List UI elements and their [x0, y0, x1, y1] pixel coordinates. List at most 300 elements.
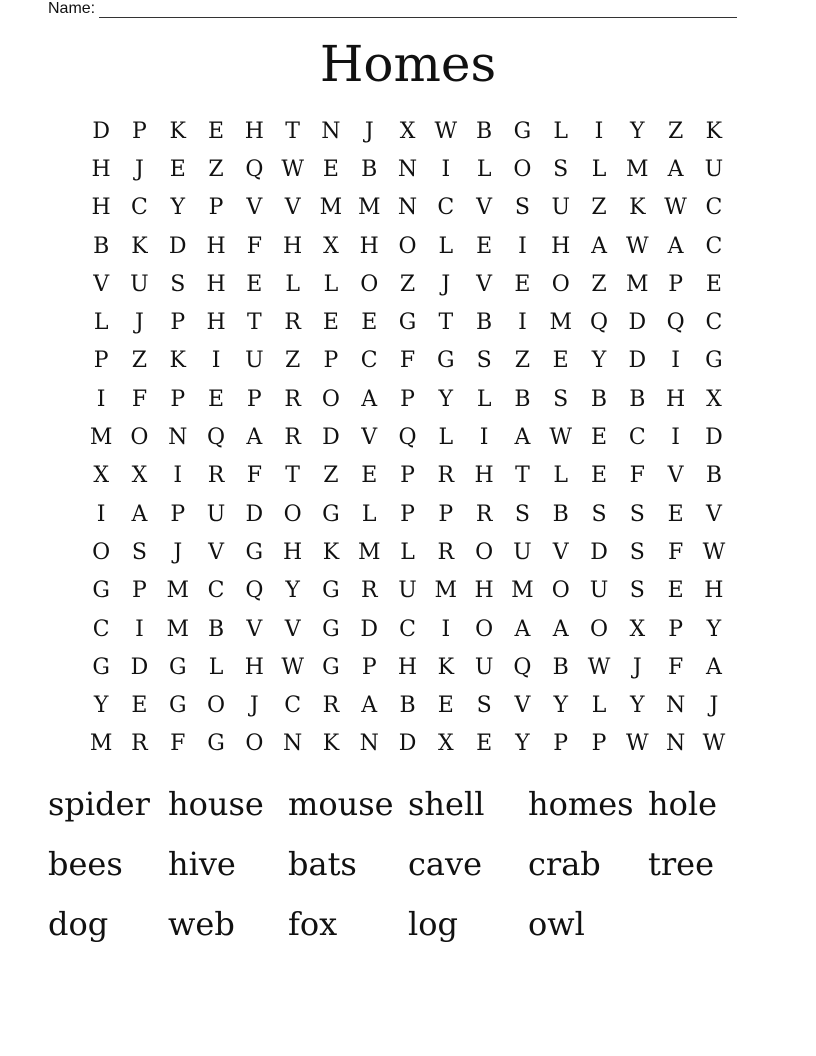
grid-letter: G — [207, 731, 225, 757]
word-bank — [48, 774, 768, 954]
grid-letter: P — [170, 310, 186, 336]
grid-letter: W — [587, 654, 611, 680]
grid-letter: V — [476, 271, 493, 297]
grid-letter: F — [667, 654, 684, 680]
grid-letter: B — [476, 310, 493, 336]
grid-letter: O — [589, 616, 609, 642]
grid-letter: A — [552, 616, 569, 642]
grid-letter: D — [398, 731, 417, 757]
grid-letter: O — [207, 693, 226, 719]
grid-letter: A — [705, 654, 722, 680]
grid-letter: C — [705, 195, 723, 221]
grid-letter: B — [399, 693, 416, 719]
grid-letter: E — [208, 386, 225, 412]
grid-letter: J — [709, 693, 719, 719]
grid-letter: K — [169, 348, 186, 374]
grid-letter: N — [665, 731, 686, 757]
word-bank-item: shell — [408, 785, 485, 823]
grid-letter: E — [169, 156, 186, 182]
grid-letter: R — [360, 578, 378, 604]
grid-letter: D — [245, 501, 264, 527]
grid-letter: Q — [666, 310, 685, 336]
grid-letter: P — [400, 386, 415, 412]
grid-letter: I — [518, 310, 527, 336]
grid-letter: P — [93, 348, 109, 374]
grid-letter: L — [591, 693, 607, 719]
grid-letter: E — [514, 271, 531, 297]
grid-letter: C — [705, 233, 723, 259]
grid-letter: G — [322, 501, 340, 527]
grid-letter: A — [246, 425, 263, 451]
word-bank-item: mouse — [288, 785, 394, 823]
grid-letter: S — [553, 156, 569, 182]
grid-letter: B — [705, 463, 722, 489]
grid-letter: A — [514, 425, 531, 451]
grid-letter: I — [211, 348, 221, 374]
grid-letter: X — [323, 233, 339, 259]
grid-letter: B — [552, 654, 569, 680]
grid-letter: G — [92, 654, 110, 680]
grid-letter: M — [166, 616, 189, 642]
word-bank-item: log — [408, 905, 458, 943]
grid-letter: D — [130, 654, 149, 680]
grid-letter: N — [283, 731, 303, 757]
grid-letter: Y — [553, 693, 568, 719]
grid-letter: Z — [514, 348, 531, 374]
grid-letter: M — [166, 578, 189, 604]
grid-letter: V — [667, 463, 684, 489]
grid-letter: E — [322, 156, 339, 182]
grid-letter: S — [629, 578, 645, 604]
grid-letter: G — [322, 654, 340, 680]
grid-letter: R — [437, 539, 455, 565]
grid-letter: A — [667, 233, 684, 259]
grid-letter: K — [322, 731, 340, 757]
grid-letter: P — [400, 501, 415, 527]
grid-letter: D — [168, 233, 187, 259]
grid-letter: O — [551, 578, 570, 604]
grid-letter: B — [361, 156, 378, 182]
grid-letter: U — [206, 501, 226, 527]
grid-letter: J — [364, 118, 374, 144]
grid-letter: E — [590, 463, 608, 489]
grid-letter: P — [668, 616, 683, 642]
grid-letter: L — [361, 501, 377, 527]
grid-letter: L — [476, 386, 492, 412]
grid-letter: I — [135, 616, 144, 642]
grid-letter: M — [626, 271, 649, 297]
grid-letter: Q — [513, 654, 532, 680]
grid-letter: Z — [399, 271, 416, 297]
grid-letter: E — [705, 271, 722, 297]
word-bank-item: bats — [288, 845, 357, 883]
grid-letter: E — [476, 233, 493, 259]
grid-letter: C — [131, 195, 148, 221]
grid-letter: V — [284, 616, 301, 642]
grid-letter: S — [514, 501, 530, 527]
grid-letter: Z — [131, 348, 148, 374]
grid-letter: D — [92, 118, 110, 144]
grid-letter: P — [400, 463, 415, 489]
grid-letter: N — [665, 693, 686, 719]
word-bank-item: owl — [528, 905, 585, 943]
grid-letter: K — [131, 233, 148, 259]
grid-letter: C — [628, 425, 646, 451]
grid-letter: Z — [591, 271, 607, 297]
grid-letter: P — [553, 731, 569, 757]
grid-letter: W — [702, 731, 726, 757]
grid-letter: W — [625, 233, 649, 259]
grid-letter: R — [284, 310, 301, 336]
grid-letter: I — [671, 348, 680, 374]
grid-letter: J — [441, 271, 451, 297]
grid-letter: P — [246, 386, 262, 412]
grid-letter: I — [671, 425, 680, 451]
grid-letter: A — [361, 693, 378, 719]
grid-letter: G — [705, 348, 723, 374]
grid-letter: E — [552, 348, 569, 374]
grid-letter: A — [131, 501, 148, 527]
word-bank-item: homes — [528, 785, 634, 823]
grid-letter: H — [244, 118, 264, 144]
grid-letter: F — [131, 386, 148, 412]
grid-letter: Y — [285, 578, 300, 604]
grid-letter: R — [207, 463, 225, 489]
grid-letter: T — [285, 118, 300, 144]
grid-letter: Q — [207, 425, 226, 451]
grid-letter: Y — [515, 731, 530, 757]
grid-letter: Y — [591, 348, 607, 374]
name-label: Name: — [48, 0, 96, 17]
grid-letter: W — [664, 195, 687, 221]
grid-letter: C — [360, 348, 378, 374]
grid-letter: S — [131, 539, 147, 565]
grid-letter: J — [249, 693, 259, 719]
grid-letter: M — [549, 310, 572, 336]
grid-letter: W — [281, 156, 304, 182]
grid-letter: U — [130, 271, 149, 297]
grid-letter: H — [551, 233, 571, 259]
word-bank-item: hive — [168, 845, 236, 883]
grid-letter: F — [399, 348, 416, 374]
word-bank-item: cave — [408, 845, 483, 883]
grid-letter: F — [629, 463, 645, 489]
grid-letter: L — [93, 310, 109, 336]
grid-letter: I — [479, 425, 489, 451]
grid-letter: A — [514, 616, 531, 642]
grid-letter: P — [132, 578, 147, 604]
grid-letter: V — [514, 693, 531, 719]
grid-letter: H — [359, 233, 379, 259]
grid-letter: C — [207, 578, 225, 604]
grid-letter: I — [96, 501, 106, 527]
grid-letter: G — [168, 693, 187, 719]
grid-letter: V — [705, 501, 722, 527]
grid-letter: P — [361, 654, 377, 680]
grid-letter: Y — [438, 386, 454, 412]
grid-letter: K — [629, 195, 646, 221]
grid-letter: B — [629, 386, 646, 412]
grid-letter: T — [285, 463, 300, 489]
grid-letter: X — [93, 463, 109, 489]
grid-letter: A — [667, 156, 684, 182]
grid-letter: Z — [208, 156, 224, 182]
grid-letter: Y — [630, 693, 645, 719]
grid-letter: S — [553, 386, 569, 412]
grid-letter: L — [208, 654, 224, 680]
grid-letter: H — [91, 156, 111, 182]
grid-letter: T — [515, 463, 530, 489]
grid-letter: L — [553, 463, 569, 489]
word-bank-item: hole — [648, 785, 718, 823]
grid-letter: V — [476, 195, 493, 221]
grid-letter: N — [397, 156, 418, 182]
grid-letter: J — [173, 539, 183, 565]
grid-letter: D — [590, 539, 608, 565]
grid-letter: Z — [667, 118, 684, 144]
word-bank-item: dog — [48, 905, 109, 943]
grid-letter: Y — [170, 195, 185, 221]
grid-letter: F — [246, 233, 262, 259]
grid-letter: Q — [589, 310, 609, 336]
grid-letter: S — [476, 348, 492, 374]
grid-letter: K — [705, 118, 723, 144]
grid-letter: U — [398, 578, 417, 604]
grid-letter: O — [513, 156, 532, 182]
grid-letter: U — [551, 195, 570, 221]
grid-letter: Y — [630, 118, 645, 144]
grid-letter: L — [476, 156, 492, 182]
grid-letter: E — [208, 118, 225, 144]
grid-letter: G — [513, 118, 532, 144]
grid-letter: D — [628, 310, 647, 336]
grid-letter: S — [629, 539, 645, 565]
grid-letter: H — [244, 654, 264, 680]
grid-letter: F — [246, 463, 262, 489]
grid-letter: W — [549, 425, 573, 451]
grid-letter: U — [704, 156, 724, 182]
grid-letter: H — [91, 195, 111, 221]
grid-letter: E — [476, 731, 493, 757]
grid-letter: I — [96, 386, 106, 412]
grid-letter: V — [246, 195, 263, 221]
grid-letter: S — [629, 501, 645, 527]
grid-letter: I — [441, 616, 451, 642]
grid-letter: H — [206, 233, 226, 259]
grid-letter: P — [208, 195, 224, 221]
grid-letter: G — [437, 348, 455, 374]
grid-letter: N — [397, 195, 418, 221]
grid-letter: M — [89, 425, 113, 451]
grid-letter: E — [667, 578, 684, 604]
grid-letter: W — [434, 118, 458, 144]
grid-letter: K — [169, 118, 186, 144]
grid-letter: O — [398, 233, 417, 259]
grid-letter: H — [206, 310, 226, 336]
grid-letter: E — [590, 425, 608, 451]
grid-letter: Q — [245, 156, 264, 182]
grid-letter: P — [591, 731, 607, 757]
grid-letter: L — [323, 271, 339, 297]
word-bank-item: tree — [648, 845, 715, 883]
grid-letter: L — [400, 539, 415, 565]
grid-letter: E — [667, 501, 684, 527]
grid-letter: S — [476, 693, 492, 719]
word-bank-item: spider — [48, 785, 150, 823]
grid-letter: M — [319, 195, 343, 221]
grid-letter: W — [625, 731, 649, 757]
grid-letter: H — [666, 386, 686, 412]
grid-letter: Z — [323, 463, 339, 489]
grid-letter: Z — [284, 348, 301, 374]
grid-letter: C — [284, 693, 302, 719]
grid-letter: B — [590, 386, 608, 412]
grid-letter: G — [322, 616, 340, 642]
grid-letter: O — [475, 539, 494, 565]
grid-letter: U — [513, 539, 532, 565]
grid-letter: X — [399, 118, 416, 144]
grid-letter: O — [245, 731, 264, 757]
grid-letter: T — [246, 310, 262, 336]
grid-letter: X — [706, 386, 722, 412]
grid-letter: H — [704, 578, 724, 604]
name-underline — [99, 3, 737, 18]
grid-letter: C — [705, 310, 723, 336]
grid-letter: L — [591, 156, 607, 182]
grid-letter: E — [131, 693, 148, 719]
grid-letter: D — [628, 348, 647, 374]
word-bank-item: house — [168, 785, 264, 823]
grid-letter: P — [170, 386, 186, 412]
grid-letter: A — [591, 233, 607, 259]
grid-letter: O — [551, 271, 570, 297]
grid-letter: M — [357, 195, 381, 221]
word-bank-item: fox — [288, 905, 338, 943]
grid-letter: H — [206, 271, 226, 297]
grid-letter: Y — [706, 616, 722, 642]
grid-letter: G — [168, 654, 187, 680]
grid-letter: J — [135, 310, 144, 336]
grid-letter: D — [360, 616, 379, 642]
word-bank-item: crab — [528, 845, 601, 883]
grid-letter: F — [170, 731, 186, 757]
letter-grid — [82, 112, 733, 763]
grid-letter: N — [168, 425, 188, 451]
grid-letter: L — [438, 425, 454, 451]
page-title: Homes — [319, 35, 497, 93]
grid-letter: J — [135, 156, 144, 182]
grid-letter: J — [632, 654, 642, 680]
grid-letter: M — [511, 578, 534, 604]
grid-letter: H — [474, 578, 494, 604]
grid-letter: L — [438, 233, 454, 259]
grid-letter: P — [323, 348, 339, 374]
grid-letter: F — [667, 539, 684, 565]
grid-letter: E — [246, 271, 263, 297]
grid-letter: W — [702, 539, 726, 565]
grid-letter: R — [284, 425, 301, 451]
grid-letter: B — [514, 386, 531, 412]
grid-letter: Q — [245, 578, 264, 604]
grid-letter: B — [476, 118, 493, 144]
grid-letter: R — [284, 386, 301, 412]
grid-letter: M — [89, 731, 113, 757]
grid-letter: U — [245, 348, 264, 374]
word-bank-item: bees — [48, 845, 123, 883]
grid-letter: R — [475, 501, 493, 527]
grid-letter: H — [397, 654, 418, 680]
grid-letter: G — [322, 578, 340, 604]
grid-letter: M — [357, 539, 381, 565]
grid-letter: P — [438, 501, 454, 527]
grid-letter: P — [668, 271, 683, 297]
grid-letter: B — [552, 501, 569, 527]
grid-letter: B — [93, 233, 110, 259]
grid-letter: H — [474, 463, 494, 489]
grid-letter: N — [321, 118, 341, 144]
grid-letter: M — [434, 578, 458, 604]
grid-letter: V — [552, 539, 569, 565]
grid-letter: I — [173, 463, 183, 489]
grid-letter: N — [359, 731, 379, 757]
grid-letter: H — [283, 539, 303, 565]
grid-letter: G — [398, 310, 417, 336]
grid-letter: I — [594, 118, 604, 144]
grid-letter: O — [321, 386, 340, 412]
grid-letter: W — [281, 654, 304, 680]
grid-letter: D — [705, 425, 723, 451]
grid-letter: A — [361, 386, 378, 412]
grid-letter: E — [361, 310, 378, 336]
grid-letter: O — [92, 539, 111, 565]
grid-letter: G — [92, 578, 110, 604]
grid-letter: E — [322, 310, 339, 336]
grid-letter: X — [131, 463, 148, 489]
grid-letter: I — [518, 233, 527, 259]
grid-letter: X — [629, 616, 646, 642]
grid-letter: C — [437, 195, 455, 221]
grid-letter: L — [553, 118, 569, 144]
grid-letter: B — [207, 616, 225, 642]
grid-letter: G — [245, 539, 264, 565]
grid-letter: R — [131, 731, 148, 757]
grid-letter: D — [322, 425, 340, 451]
grid-letter: R — [322, 693, 340, 719]
grid-letter: O — [130, 425, 149, 451]
name-field — [48, 0, 737, 18]
grid-letter: U — [589, 578, 609, 604]
grid-letter: E — [361, 463, 378, 489]
grid-letter: S — [170, 271, 186, 297]
grid-letter: T — [438, 310, 454, 336]
grid-letter: O — [360, 271, 379, 297]
grid-letter: S — [514, 195, 530, 221]
grid-letter: O — [475, 616, 494, 642]
grid-letter: K — [437, 654, 455, 680]
grid-letter: Q — [398, 425, 417, 451]
grid-letter: R — [437, 463, 455, 489]
grid-letter: C — [92, 616, 110, 642]
grid-letter: Y — [93, 693, 109, 719]
grid-letter: M — [626, 156, 649, 182]
grid-letter: Z — [591, 195, 607, 221]
grid-letter: L — [285, 271, 300, 297]
grid-letter: V — [284, 195, 301, 221]
grid-letter: S — [591, 501, 607, 527]
grid-letter: H — [283, 233, 303, 259]
grid-letter: X — [437, 731, 454, 757]
grid-letter: V — [246, 616, 263, 642]
